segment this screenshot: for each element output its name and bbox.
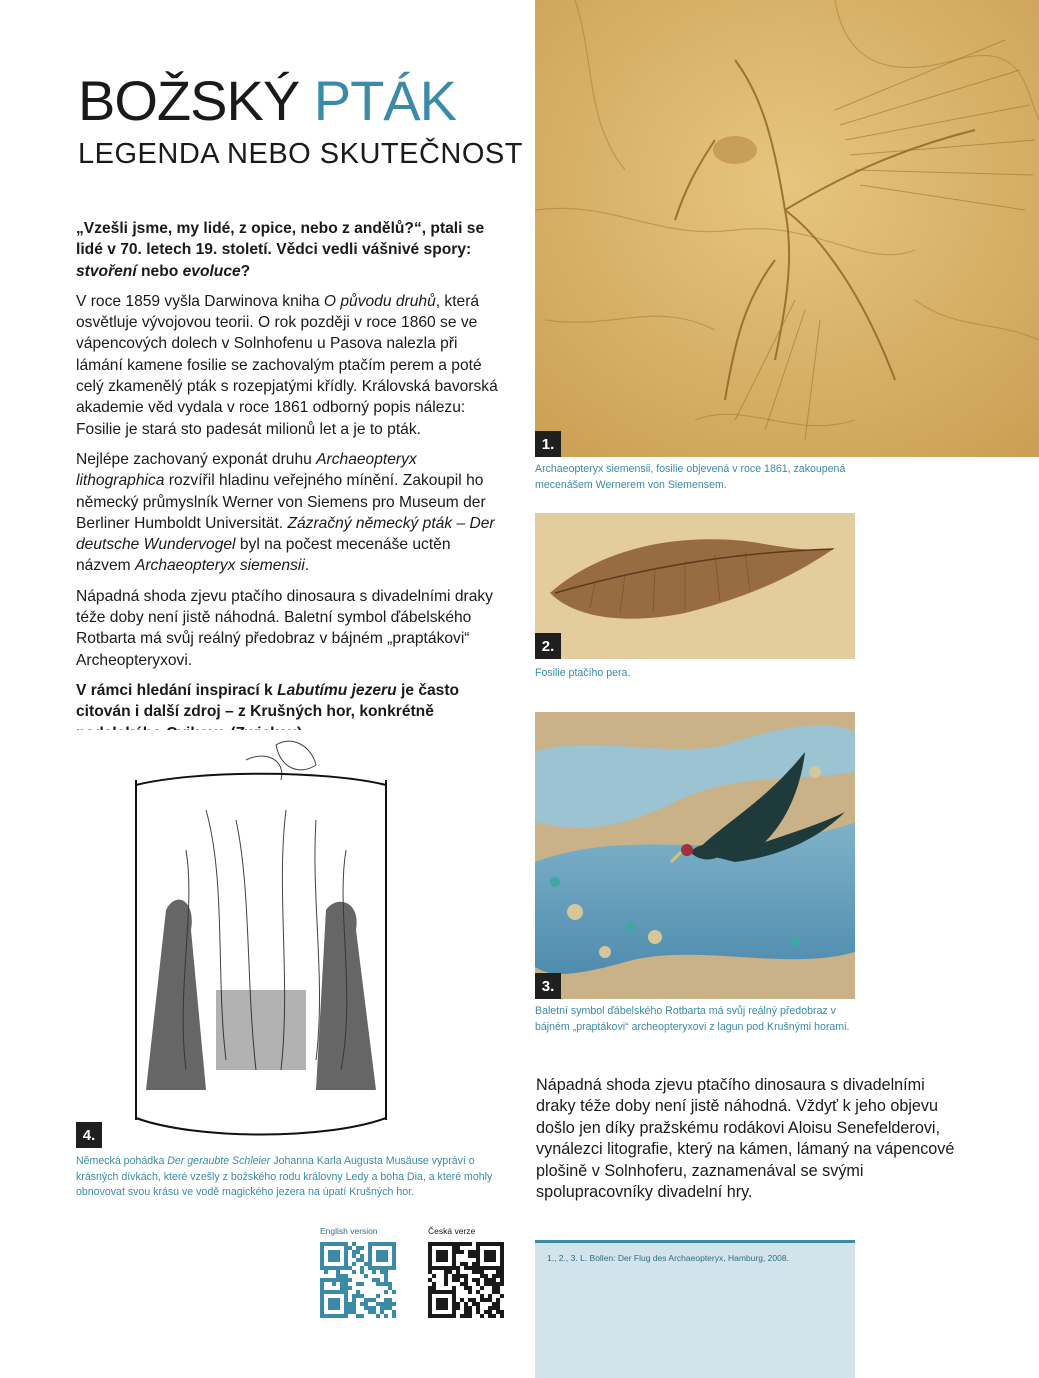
text: V roce 1859 vyšla Darwinova kniha [76, 292, 324, 310]
caption-text: Německá pohádka [76, 1155, 168, 1167]
text: . [304, 557, 310, 575]
nickname: Zázračný německý pták – Der deutsche Wundervogel [76, 514, 495, 554]
paragraph-siemens [76, 449, 508, 577]
figure-1-fossil-image [535, 0, 1039, 457]
intro-text: nebo [136, 262, 183, 280]
figure-4-caption [76, 1154, 496, 1201]
figure-3-number: 3. [535, 973, 561, 999]
qr-code-english-icon [320, 1242, 396, 1318]
closing-paragraph: Nápadná shoda zjevu ptačího dinosaura s divadelními draky téže doby není jistě náhodná. Vždyť k jeho objevu došlo jen díky pražskému rodákovi Aloisu Senefelderovi, vynálezci litografie, který na kámen, lámaný na vápencové plošině v Solnhoferu, zaznamenával se svými spolupracovníky divadelní hry. [536, 1076, 955, 1202]
figure-3-painting-image [535, 712, 855, 999]
text: byl na počest mecenáše uctěn názvem [76, 536, 451, 575]
figure-2-number: 2. [535, 633, 561, 659]
species-name: Archaeopteryx lithographica [76, 450, 417, 490]
paragraph-darwin [76, 291, 508, 440]
book-title: O původu druhů [323, 292, 436, 310]
qr-code-czech-icon [428, 1242, 504, 1318]
page-title [78, 70, 456, 132]
figure-4-engraving-image [76, 730, 416, 1148]
feather-fossil-illustration [535, 513, 855, 659]
paragraph-rotbart: Nápadná shoda zjevu ptačího dinosaura s divadelními draky téže doby není jistě náhodná. Baletní symbol ďábelského Rotbarta má svůj reálný předobraz v bájném „praptákovi“ Archeopteryxovi. [76, 587, 493, 669]
fairy-tale-engraving-illustration [76, 730, 416, 1148]
intro-paragraph [76, 218, 508, 282]
archaeopteryx-lagoon-illustration [535, 712, 855, 999]
figure-1-number: 1. [535, 431, 561, 457]
intro-text: „Vzešli jsme, my lidé, z opice, nebo z andělů?“, ptali se lidé v 70. letech 19. století. Vědci vedli vášnivé spory: [76, 220, 485, 259]
figure-2-feather-image [535, 513, 855, 659]
intro-em: evoluce [182, 262, 241, 280]
ballet-title: Labutímu jezeru [277, 681, 397, 699]
figure-1-caption: Archaeopteryx siemensii, fosilie objevená v roce 1861, zakoupená mecenášem Wernerem von Siemensem. [535, 463, 846, 491]
intro-em: stvoření [76, 262, 137, 280]
caption-text: Johanna Karla Augusta Musäuse vypráví o krásných dívkách, které vzešly z božského rodu královny Ledy a boha Dia, a které mohly obnovovat svou krásu ve vodě magického jezera na úpatí Krušných hor. [76, 1155, 493, 1198]
tale-title: Der geraubte Schleier [167, 1155, 271, 1167]
text: , která osvětluje vývojovou teorii. O rok později v roce 1860 se ve vápencových dolech v Solnhofenu u Pasova nalezla při lámání kamene fosilie se zachovalým ptačím perem a poté celý zkamenělý pták s rozepjatými křídly. Královská bavorská akademie věd vydala v roce 1861 odborný popis nálezu: Fosilie je stará sto padesát milionů let a je to pták. [76, 292, 498, 438]
qr-czech-label: Česká verze [428, 1226, 476, 1236]
qr-code-czech[interactable] [428, 1242, 504, 1318]
figure-4-number: 4. [76, 1122, 102, 1148]
text: V rámci hledání inspirací k [76, 681, 278, 699]
text: je často citován i další zdroj – z Krušných hor, konkrétně [76, 681, 460, 721]
page-subtitle: LEGENDA NEBO SKUTEČNOST [78, 138, 523, 170]
body-text [76, 218, 508, 753]
text: Nejlépe zachovaný exponát druhu [76, 450, 317, 468]
text: rozvířil hladinu veřejného mínění. Zakoupil ho německý průmyslník Werner von Siemens pro Museum der Berliner Humboldt Universität. [76, 472, 486, 532]
qr-english-label: English version [320, 1226, 378, 1236]
title-accent: PTÁK [313, 69, 456, 132]
references-box [535, 1240, 855, 1378]
species-name: Archaeopteryx siemensii [134, 557, 305, 575]
references-text: 1., 2., 3. L. Bollen: Der Flug des Archaeopteryx, Hamburg, 2008. [547, 1253, 789, 1263]
figure-2-caption: Fosilie ptačího pera. [535, 667, 631, 679]
title-main: BOŽSKÝ [78, 69, 300, 132]
figure-3-caption: Baletní symbol ďábelského Rotbarta má svůj reálný předobraz v bájném „praptákovi“ archeopteryxovi z lagun pod Krušnými horami. [535, 1005, 850, 1033]
archaeopteryx-fossil-illustration [535, 0, 1039, 457]
intro-text: ? [240, 262, 251, 280]
qr-code-english[interactable] [320, 1242, 396, 1318]
